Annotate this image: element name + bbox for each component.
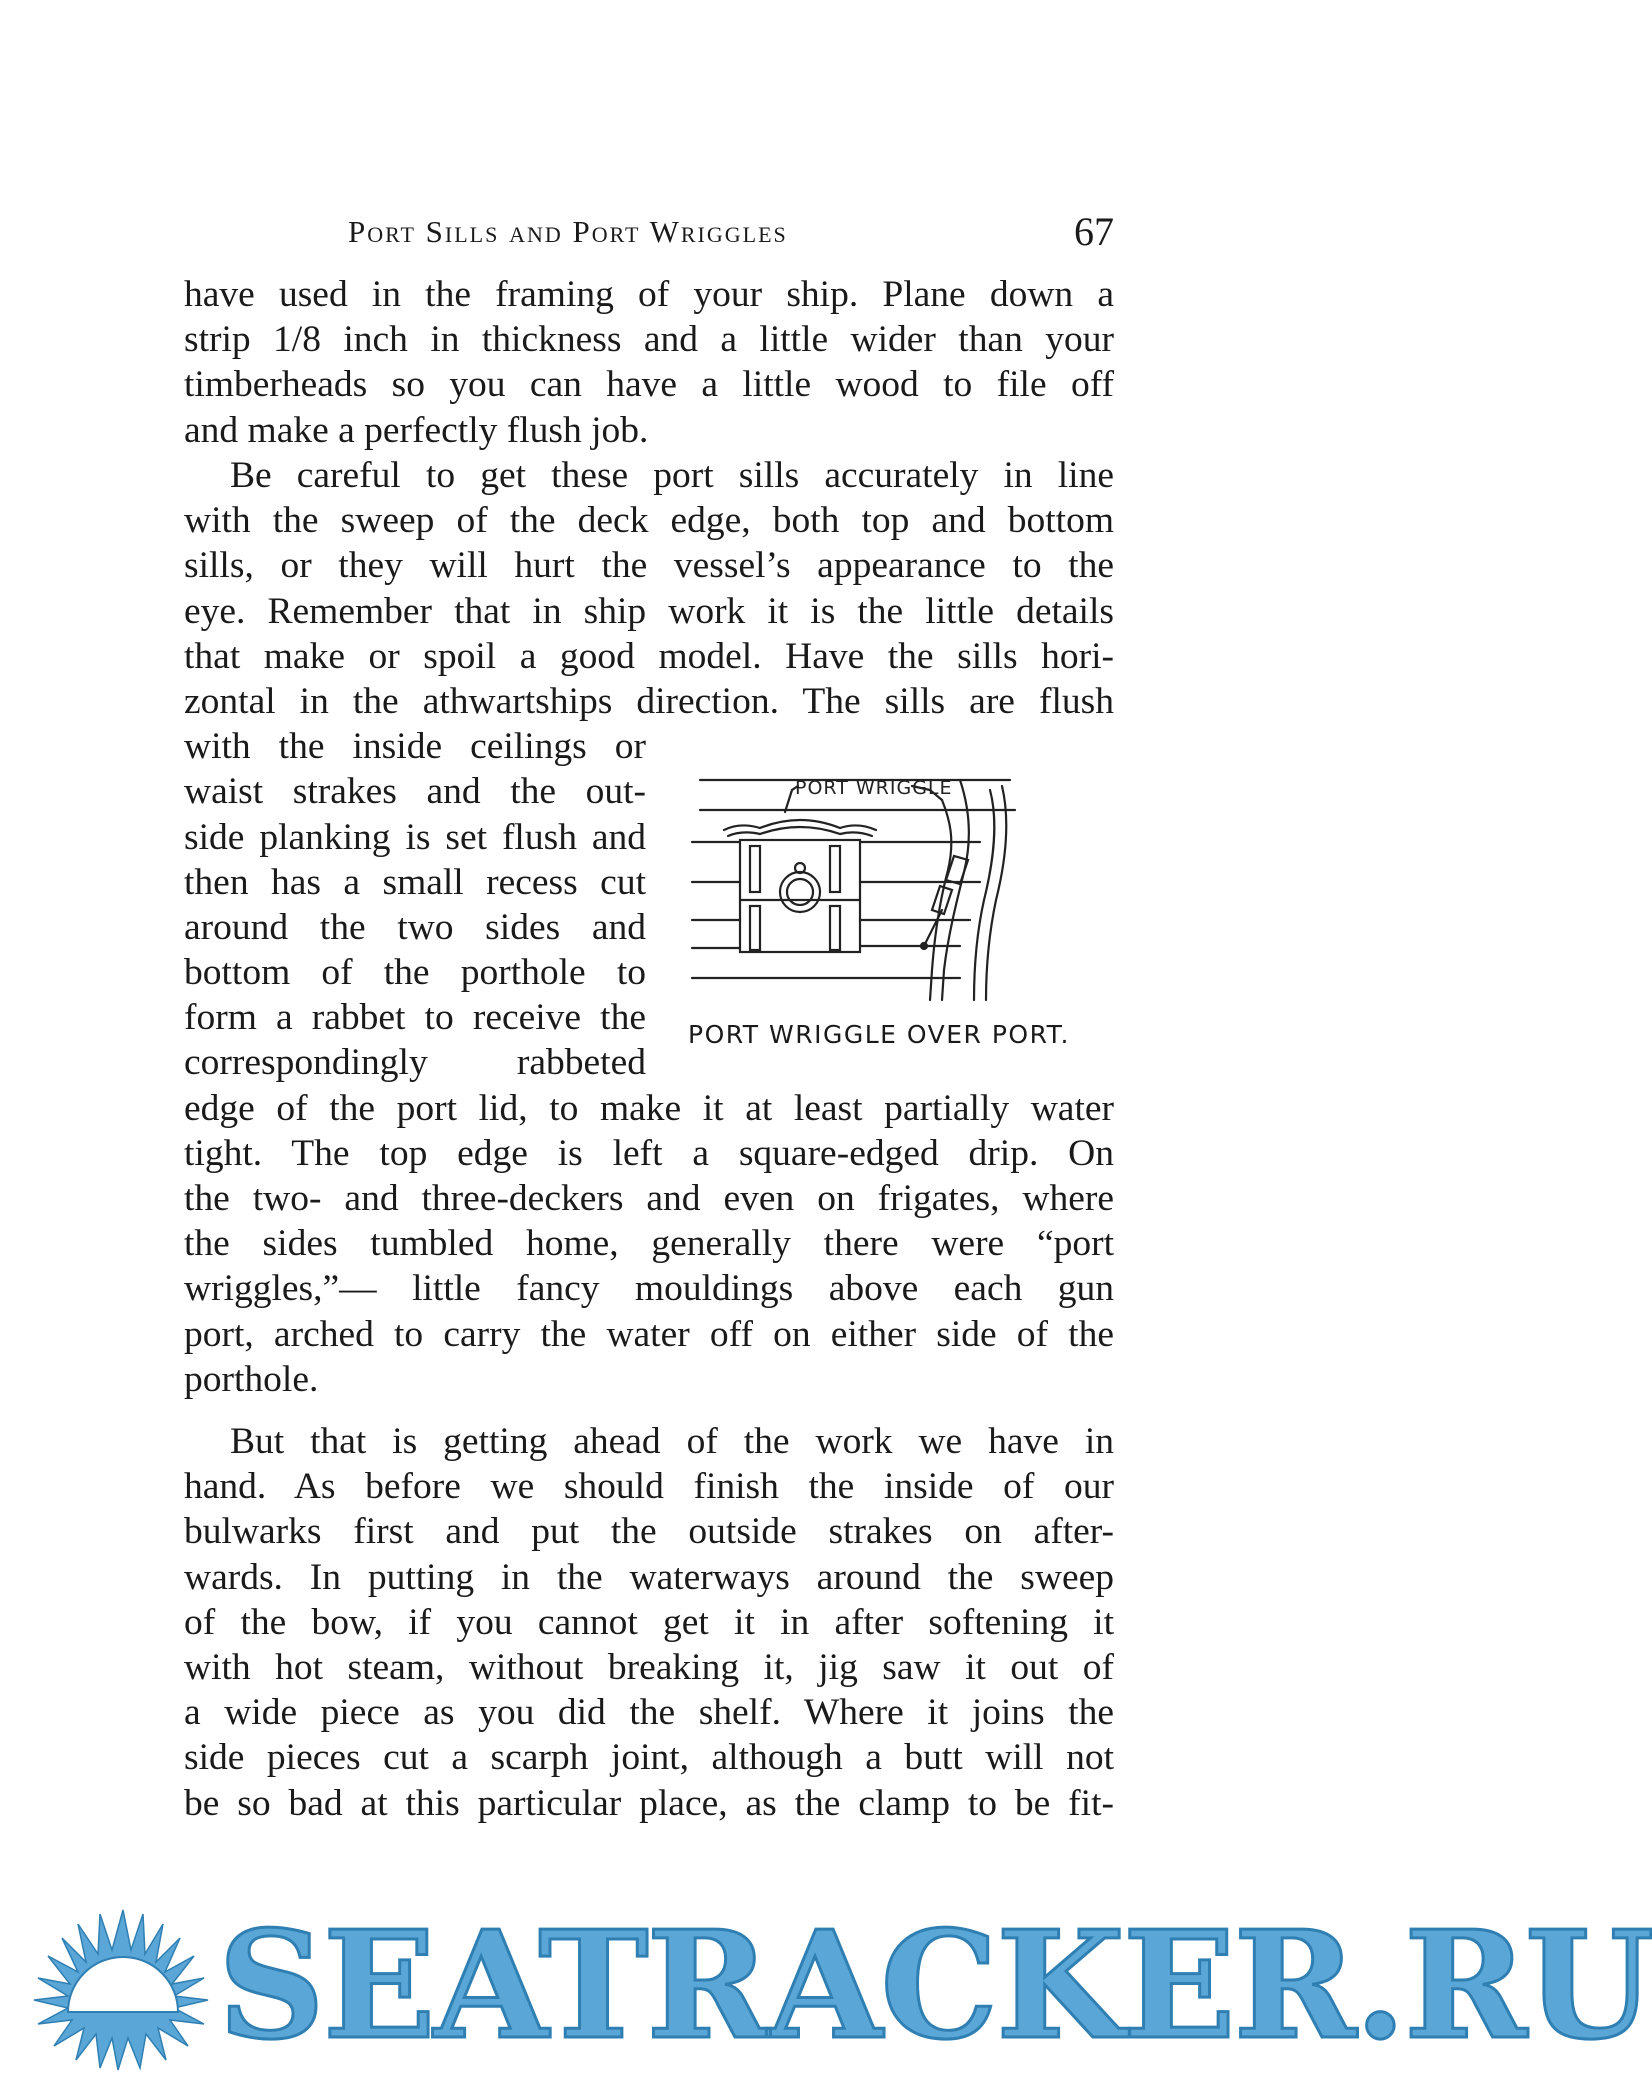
text-line: wards. In putting in the waterways around the sweep bbox=[184, 1556, 1114, 1598]
port-wriggle-drawing bbox=[680, 760, 1120, 1020]
page-number: 67 bbox=[1074, 209, 1114, 254]
text-line: with hot steam, without breaking it, jig saw it out of bbox=[184, 1646, 1114, 1688]
text-line: with the inside ceilings or bbox=[184, 726, 646, 768]
figure-caption: PORT WRIGGLE OVER PORT. bbox=[688, 1020, 1070, 1049]
text-line: the two- and three-deckers and even on frigates, where bbox=[184, 1178, 1114, 1219]
watermark-text: SEATRACKER.RU bbox=[218, 1898, 1652, 2072]
paragraph-3 bbox=[184, 1419, 1114, 1826]
text-line: have used in the framing of your ship. Plane down a bbox=[184, 274, 1114, 315]
text-line: be so bad at this particular place, as the clamp to be fit- bbox=[184, 1782, 1114, 1824]
figure-label: PORT WRIGGLE bbox=[795, 777, 953, 799]
watermark bbox=[28, 1898, 1652, 2072]
running-title: Port Sills and Port Wriggles bbox=[348, 214, 788, 249]
text-line: wriggles,”— little fancy mouldings above each gun bbox=[184, 1268, 1114, 1310]
running-head bbox=[184, 208, 1114, 258]
text-line: zontal in the athwartships direction. The sills are flush bbox=[184, 680, 1114, 722]
text-line: sills, or they will hurt the vessel’s appearance to the bbox=[184, 545, 1114, 587]
text-line: But that is getting ahead of the work we have in bbox=[230, 1421, 1114, 1462]
paragraph-1 bbox=[184, 272, 1114, 453]
text-line: side planking is set flush and bbox=[184, 816, 646, 858]
sun-logo-icon bbox=[28, 1900, 218, 2070]
text-line: side pieces cut a scarph joint, although a butt will not bbox=[184, 1737, 1114, 1779]
text-line: Be careful to get these port sills accurately in line bbox=[230, 455, 1114, 496]
text-line: then has a small recess cut bbox=[184, 861, 646, 903]
text-line: and make a perfectly flush job. bbox=[184, 409, 649, 451]
text-line: form a rabbet to receive the bbox=[184, 997, 646, 1039]
text-line: tight. The top edge is left a square-edged drip. On bbox=[184, 1132, 1114, 1174]
text-line: porthole. bbox=[184, 1358, 319, 1400]
port-wriggle-figure bbox=[680, 760, 1120, 1060]
text-line: bottom of the porthole to bbox=[184, 952, 646, 994]
text-line: correspondingly rabbeted bbox=[184, 1042, 646, 1084]
text-line: waist strakes and the out- bbox=[184, 771, 646, 813]
text-line: the sides tumbled home, generally there were “port bbox=[184, 1223, 1114, 1265]
text-line: edge of the port lid, to make it at least partially water bbox=[184, 1087, 1114, 1129]
text-line: with the sweep of the deck edge, both top and bottom bbox=[184, 500, 1114, 542]
text-line: a wide piece as you did the shelf. Where it joins the bbox=[184, 1692, 1114, 1734]
text-line: hand. As before we should finish the inside of our bbox=[184, 1466, 1114, 1508]
text-line: eye. Remember that in ship work it is the little details bbox=[184, 590, 1114, 632]
text-line: of the bow, if you cannot get it in after softening it bbox=[184, 1601, 1114, 1643]
text-line: that make or spoil a good model. Have the sills hori- bbox=[184, 635, 1114, 677]
text-line: bulwarks first and put the outside strakes on after- bbox=[184, 1511, 1114, 1553]
text-line: strip 1/8 inch in thickness and a little wider than your bbox=[184, 319, 1114, 361]
text-line: port, arched to carry the water off on either side of the bbox=[184, 1313, 1114, 1355]
text-line: around the two sides and bbox=[184, 906, 646, 948]
text-line: timberheads so you can have a little wood to file off bbox=[184, 364, 1114, 406]
